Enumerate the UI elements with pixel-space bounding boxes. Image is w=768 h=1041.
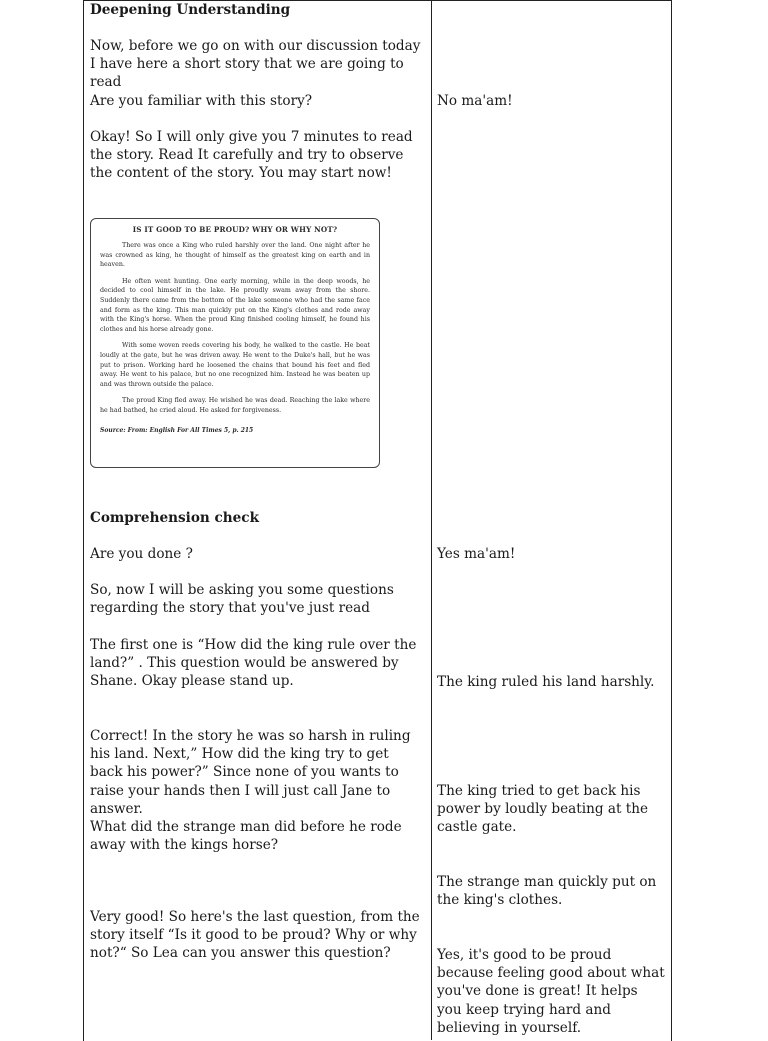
story-source: Source: From: English For All Times 5, p. 215 — [100, 426, 254, 434]
questions-intro: So, now I will be asking you some questions regarding the story that you've just read — [90, 582, 394, 617]
story-paragraph-2: He often went hunting. One early morning, while in the deep woods, he decided to cool himself in the lake. He proudly swam away from the shore. Suddenly there came from the bottom of the lake someone who had the same face and form as the king. This man quickly put on the King's clothes and rode away with the King's horse. When the proud King finished cooling himself, he found his clothes and his horse already gone. — [100, 277, 370, 333]
last-question: Very good! So here's the last question, from the story itself “Is it good to be proud? Why or why not?“ So Lea can you answer this question? — [90, 909, 420, 962]
story-box — [90, 218, 380, 468]
answer-power: The king tried to get back his power by loudly beating at the castle gate. — [437, 783, 649, 836]
answer-done: Yes ma'am! — [437, 546, 516, 562]
answer-strange-man: The strange man quickly put on the king's clothes. — [437, 874, 657, 909]
deepening-understanding-heading: Deepening Understanding — [90, 2, 291, 18]
intro-text: Now, before we go on with our discussion today I have here a short story that we are going to read — [90, 38, 421, 91]
comprehension-check-heading: Comprehension check — [90, 510, 260, 526]
story-paragraph-4: The proud King fled away. He wished he was dead. Reaching the lake where he had bathed, he cried aloud. He asked for forgiveness. — [100, 397, 370, 414]
column-divider — [431, 0, 432, 1040]
answer-rule: The king ruled his land harshly. — [437, 674, 655, 690]
read-instruction: Okay! So I will only give you 7 minutes to read the story. Read It carefully and try to observe the content of the story. You may start now! — [90, 129, 413, 182]
story-paragraph-1: There was once a King who ruled harshly over the land. One night after he was crowned as king, he thought of himself as the greatest king on earth and in heaven. — [100, 242, 370, 269]
third-question: What did the strange man did before he rode away with the kings horse? — [90, 819, 402, 854]
familiar-question: Are you familiar with this story? — [90, 93, 313, 109]
first-question: The first one is “How did the king rule over the land?” . This question would be answered by Shane. Okay please stand up. — [90, 637, 417, 690]
answer-familiar: No ma'am! — [437, 93, 513, 109]
second-question: Correct! In the story he was so harsh in ruling his land. Next,” How did the king try to get back his power?” Since none of you wants to raise your hands then I will just call Jane to answer. — [90, 728, 411, 817]
done-question: Are you done ? — [90, 546, 193, 562]
story-title: IS IT GOOD TO BE PROUD? WHY OR WHY NOT? — [132, 225, 338, 234]
answer-proud: Yes, it's good to be proud because feeling good about what you've done is great! It helps you keep trying hard and believing in yourself. — [437, 947, 665, 1036]
story-paragraph-3: With some woven reeds covering his body, he walked to the castle. He beat loudly at the gate, but he was driven away. He went to the Duke's hall, but he was put to prison. Working hard he loosened the chains that bound his feet and fled away. He went to his palace, but no one recognized him. Instead he was beaten up and was thrown outside the palace. — [100, 342, 370, 388]
